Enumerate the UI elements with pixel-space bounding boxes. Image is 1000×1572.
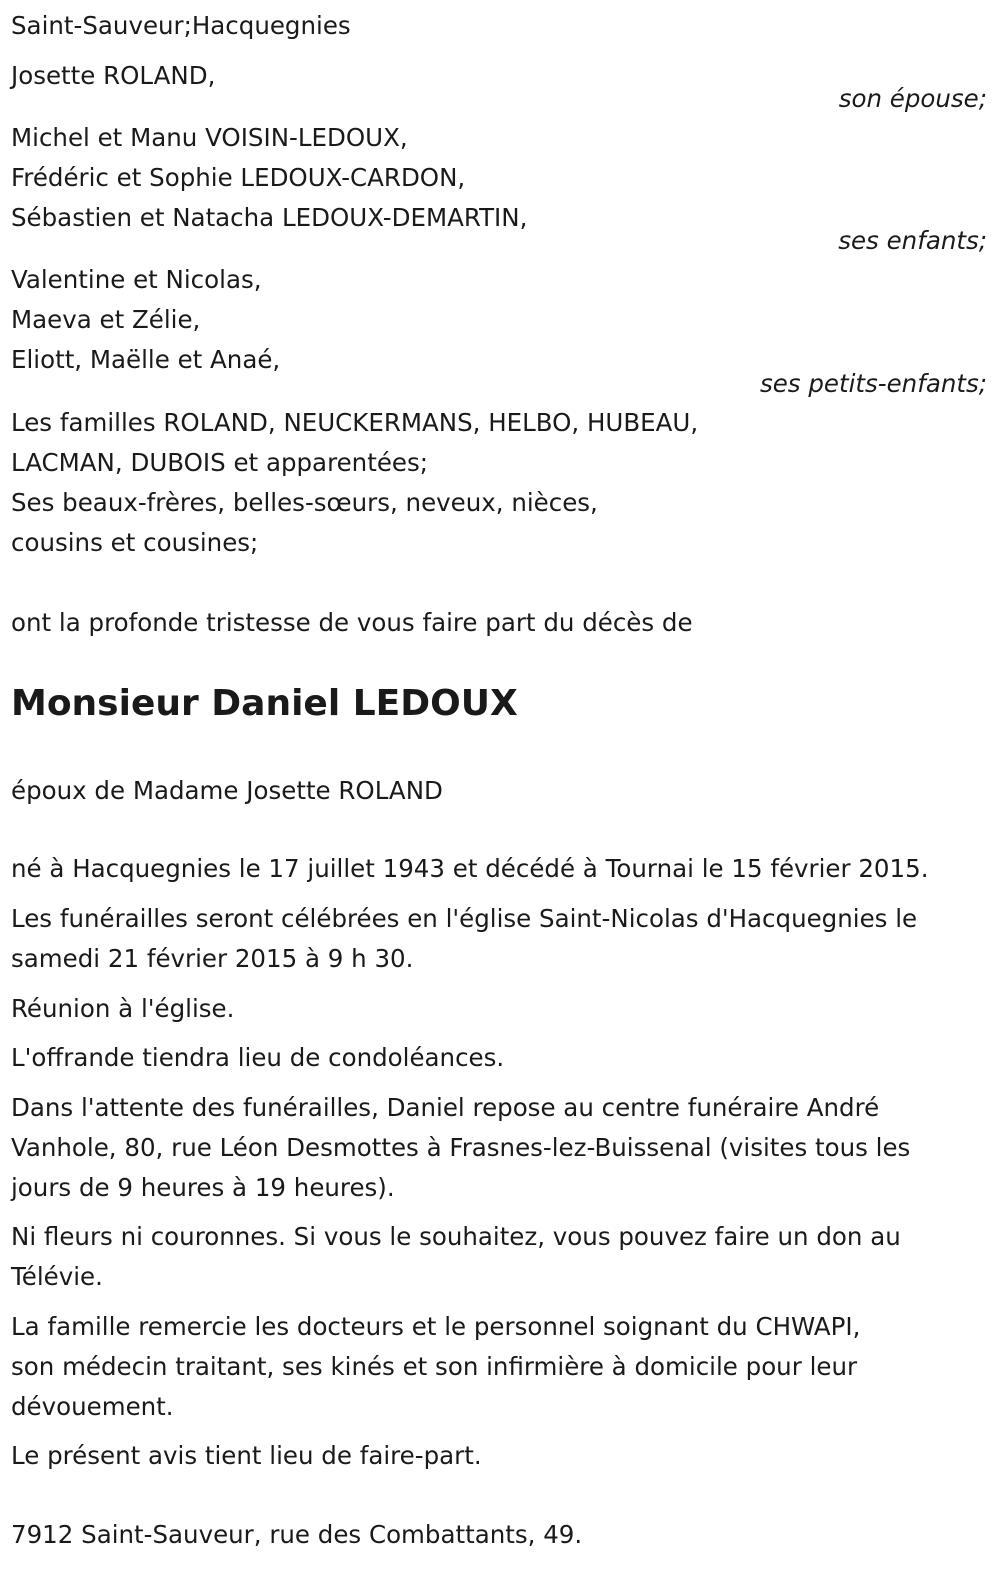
notice-text: Le présent avis tient lieu de faire-part. xyxy=(11,1441,482,1470)
family-line: cousins et cousines; xyxy=(11,528,259,557)
repose-text: Dans l'attente des funérailles, Daniel repose au centre funéraire André xyxy=(11,1093,880,1122)
offering-text: L'offrande tiendra lieu de condoléances. xyxy=(11,1043,505,1072)
grandchild-name: Eliott, Maëlle et Anaé, xyxy=(11,345,281,374)
child-name: Sébastien et Natacha LEDOUX-DEMARTIN, xyxy=(11,203,528,232)
repose-text: jours de 9 heures à 19 heures). xyxy=(11,1173,395,1202)
deceased-name: Monsieur Daniel LEDOUX xyxy=(11,683,518,724)
repose-text: Vanhole, 80, rue Léon Desmottes à Frasnes-lez-Buissenal (visites tous les xyxy=(11,1133,911,1162)
announcement-text: ont la profonde tristesse de vous faire part du décès de xyxy=(11,608,693,637)
thanks-text: La famille remercie les docteurs et le personnel soignant du CHWAPI, xyxy=(11,1312,861,1341)
spouse-name: Josette ROLAND, xyxy=(11,61,216,90)
spouse-role: son épouse; xyxy=(838,84,987,113)
thanks-text: dévouement. xyxy=(11,1392,174,1421)
family-line: LACMAN, DUBOIS et apparentées; xyxy=(11,448,428,477)
family-line: Les familles ROLAND, NEUCKERMANS, HELBO, HUBEAU, xyxy=(11,408,699,437)
birth-death-text: né à Hacquegnies le 17 juillet 1943 et décédé à Tournai le 15 février 2015. xyxy=(11,854,929,883)
flowers-text: Télévie. xyxy=(11,1262,103,1291)
child-name: Frédéric et Sophie LEDOUX-CARDON, xyxy=(11,163,466,192)
grandchild-name: Maeva et Zélie, xyxy=(11,305,201,334)
funeral-text: Les funérailles seront célébrées en l'église Saint-Nicolas d'Hacquegnies le xyxy=(11,904,918,933)
children-role: ses enfants; xyxy=(838,226,987,255)
address-text: 7912 Saint-Sauveur, rue des Combattants, 49. xyxy=(11,1520,583,1549)
family-line: Ses beaux-frères, belles-sœurs, neveux, nièces, xyxy=(11,488,598,517)
grandchild-name: Valentine et Nicolas, xyxy=(11,265,262,294)
thanks-text: son médecin traitant, ses kinés et son infirmière à domicile pour leur xyxy=(11,1352,858,1381)
grandchildren-role: ses petits-enfants; xyxy=(759,369,987,398)
funeral-text: samedi 21 février 2015 à 9 h 30. xyxy=(11,944,414,973)
flowers-text: Ni fleurs ni couronnes. Si vous le souhaitez, vous pouvez faire un don au xyxy=(11,1222,901,1251)
location-header: Saint-Sauveur;Hacquegnies xyxy=(11,11,351,40)
meeting-text: Réunion à l'église. xyxy=(11,994,235,1023)
spouse-of-text: époux de Madame Josette ROLAND xyxy=(11,776,443,805)
child-name: Michel et Manu VOISIN-LEDOUX, xyxy=(11,123,408,152)
